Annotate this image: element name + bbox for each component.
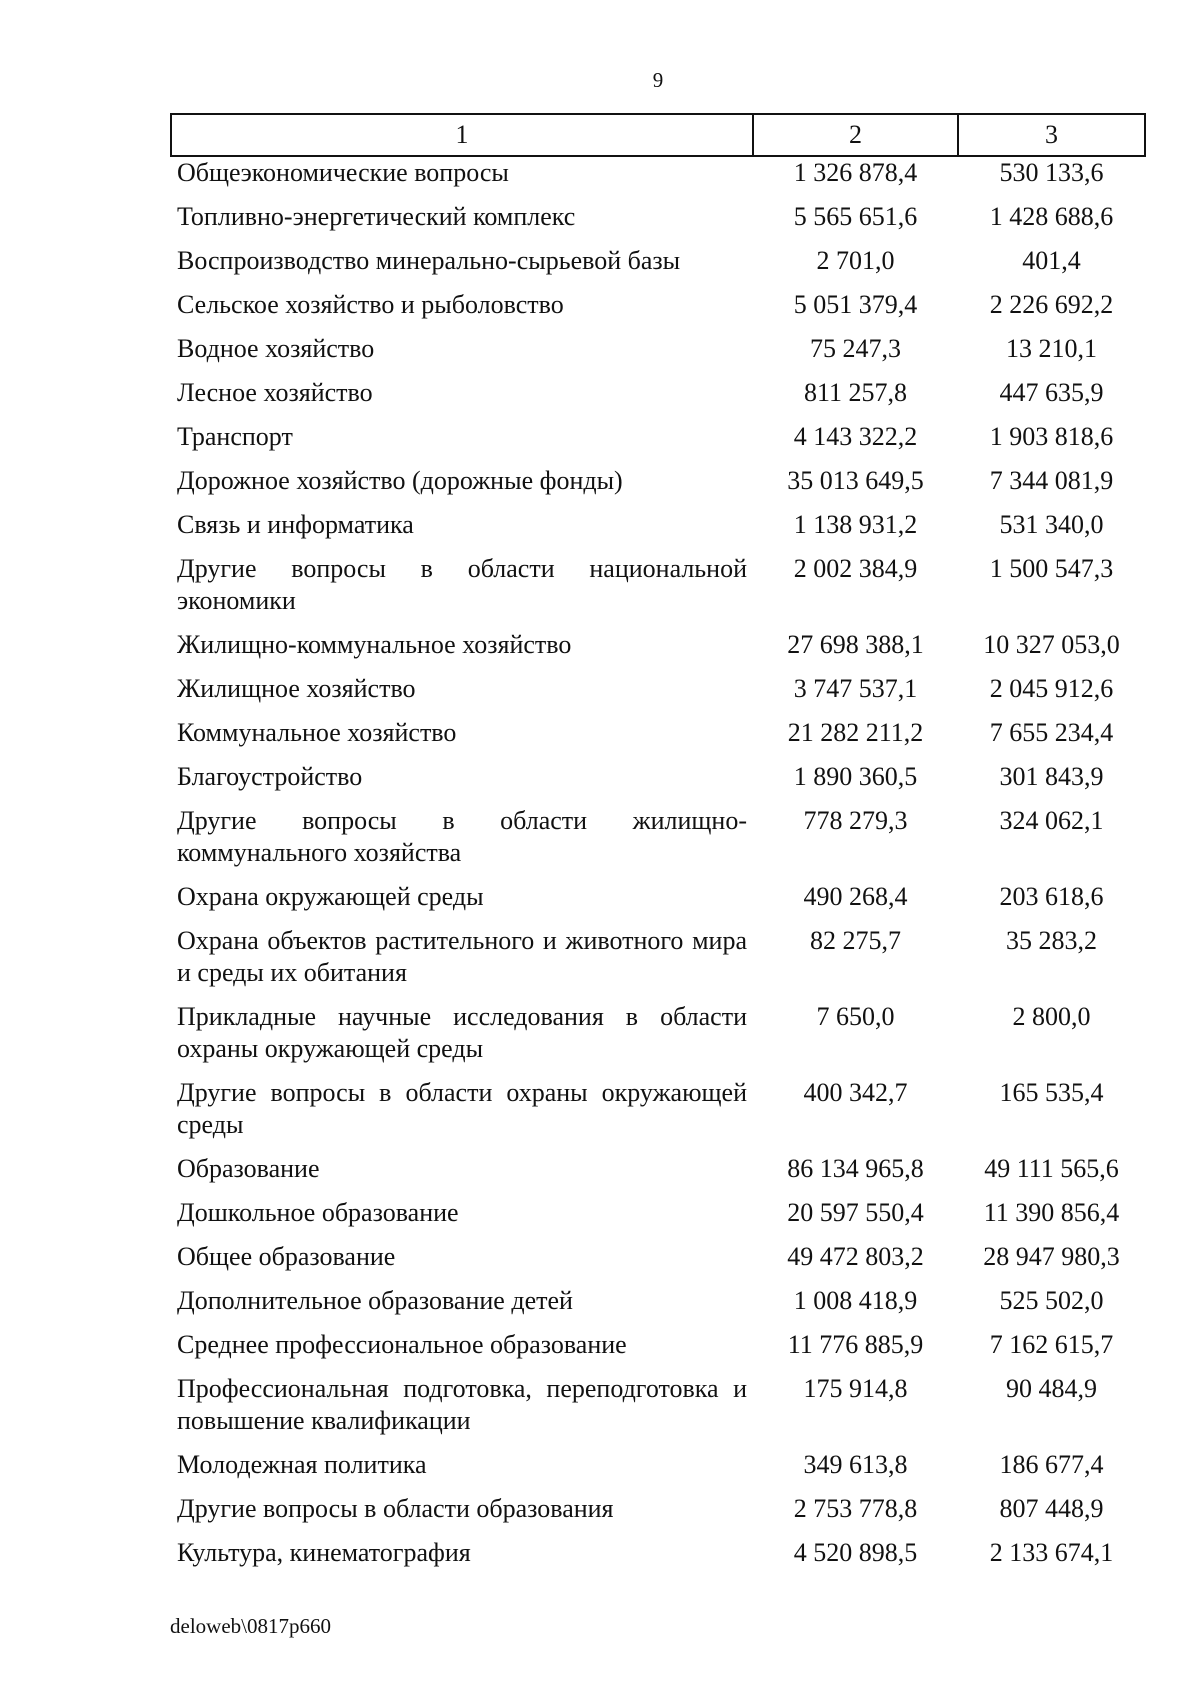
row-value-col2: 7 650,0	[816, 1002, 895, 1031]
row-value-col2: 3 747 537,1	[793, 674, 918, 703]
row-value-col2: 778 279,3	[803, 806, 908, 835]
row-value-col2: 349 613,8	[803, 1450, 908, 1479]
table-row	[171, 289, 1145, 333]
row-value-col2: 4 520 898,5	[793, 1538, 918, 1567]
table-row	[171, 1241, 1145, 1285]
table-row	[171, 717, 1145, 761]
row-value-col2: 27 698 388,1	[787, 630, 924, 659]
row-value-col2: 400 342,7	[803, 1078, 908, 1107]
row-value-col3: 165 535,4	[999, 1078, 1104, 1107]
row-value-col2: 2 701,0	[816, 246, 895, 275]
row-value-col2: 2 753 778,8	[793, 1494, 918, 1523]
row-value-col3: 447 635,9	[999, 378, 1104, 407]
table-row	[171, 1001, 1145, 1077]
row-value-col2: 811 257,8	[803, 378, 908, 407]
row-value-col2: 2 002 384,9	[793, 554, 918, 583]
row-value-col3: 13 210,1	[1006, 334, 1097, 363]
table-row	[171, 881, 1145, 925]
table-row	[171, 1373, 1145, 1449]
table-row	[171, 245, 1145, 289]
row-value-col3: 401,4	[1022, 246, 1081, 275]
row-name: Молодежная политика	[177, 1450, 427, 1479]
row-name: Воспроизводство минерально-сырьевой базы	[177, 246, 681, 275]
row-value-col3: 11 390 856,4	[983, 1198, 1120, 1227]
row-value-col2: 1 138 931,2	[793, 510, 918, 539]
row-value-col3: 7 344 081,9	[989, 466, 1114, 495]
table-row	[171, 805, 1145, 881]
row-value-col3: 49 111 565,6	[984, 1154, 1119, 1183]
row-value-col2: 1 326 878,4	[793, 158, 918, 187]
table-row	[171, 1329, 1145, 1373]
row-name: Лесное хозяйство	[177, 378, 373, 407]
row-name: Другие вопросы в области жилищно-коммунального хозяйства	[177, 806, 747, 867]
row-value-col2: 49 472 803,2	[787, 1242, 924, 1271]
row-value-col2: 82 275,7	[810, 926, 901, 955]
table-row	[171, 1449, 1145, 1493]
row-value-col3: 28 947 980,3	[983, 1242, 1120, 1271]
table-row	[171, 421, 1145, 465]
row-value-col2: 21 282 211,2	[787, 718, 924, 747]
table-row	[171, 156, 1145, 201]
row-value-col2: 86 134 965,8	[787, 1154, 924, 1183]
table-row	[171, 1493, 1145, 1537]
row-name: Прикладные научные исследования в области охраны окружающей среды	[177, 1002, 747, 1063]
table-row	[171, 465, 1145, 509]
row-name: Другие вопросы в области образования	[177, 1494, 614, 1523]
table-row	[171, 1285, 1145, 1329]
row-name: Среднее профессиональное образование	[177, 1330, 627, 1359]
table-row	[171, 673, 1145, 717]
document-code: deloweb\0817p660	[170, 1614, 331, 1638]
table-row	[171, 629, 1145, 673]
row-value-col3: 90 484,9	[1006, 1374, 1097, 1403]
header-col-1: 1	[171, 114, 753, 156]
row-name: Культура, кинематография	[177, 1538, 471, 1567]
row-name: Коммунальное хозяйство	[177, 718, 457, 747]
row-name: Профессиональная подготовка, переподготовка и повышение квалификации	[177, 1374, 747, 1435]
table-row	[171, 377, 1145, 421]
row-name: Образование	[177, 1154, 320, 1183]
row-value-col2: 490 268,4	[803, 882, 908, 911]
table-row	[171, 333, 1145, 377]
row-value-col2: 20 597 550,4	[787, 1198, 924, 1227]
row-value-col2: 1 008 418,9	[793, 1286, 918, 1315]
row-value-col3: 324 062,1	[999, 806, 1104, 835]
table-row	[171, 1153, 1145, 1197]
table-header-row	[171, 114, 1145, 156]
row-value-col3: 807 448,9	[999, 1494, 1104, 1523]
row-value-col3: 7 162 615,7	[989, 1330, 1114, 1359]
row-name: Жилищное хозяйство	[177, 674, 416, 703]
row-name: Топливно-энергетический комплекс	[177, 202, 576, 231]
row-name: Дорожное хозяйство (дорожные фонды)	[177, 466, 623, 495]
row-value-col3: 301 843,9	[999, 762, 1104, 791]
table-row	[171, 201, 1145, 245]
table-row	[171, 553, 1145, 629]
row-value-col3: 186 677,4	[999, 1450, 1104, 1479]
table-row	[171, 509, 1145, 553]
row-value-col2: 1 890 360,5	[793, 762, 918, 791]
table-row	[171, 1077, 1145, 1153]
row-name: Благоустройство	[177, 762, 363, 791]
row-value-col3: 2 045 912,6	[989, 674, 1114, 703]
row-value-col2: 11 776 885,9	[787, 1330, 924, 1359]
row-name: Жилищно-коммунальное хозяйство	[177, 630, 572, 659]
row-name: Водное хозяйство	[177, 334, 375, 363]
header-col-2: 2	[753, 114, 958, 156]
row-name: Другие вопросы в области национальной экономики	[177, 554, 747, 615]
row-name: Дополнительное образование детей	[177, 1286, 573, 1315]
page-number: 9	[652, 68, 664, 92]
row-value-col2: 35 013 649,5	[787, 466, 924, 495]
row-value-col2: 5 565 651,6	[793, 202, 918, 231]
row-value-col3: 203 618,6	[999, 882, 1104, 911]
row-value-col3: 35 283,2	[1006, 926, 1097, 955]
row-value-col3: 525 502,0	[999, 1286, 1104, 1315]
row-name: Связь и информатика	[177, 510, 414, 539]
row-value-col3: 7 655 234,4	[989, 718, 1114, 747]
row-name: Общеэкономические вопросы	[177, 158, 509, 187]
row-value-col2: 175 914,8	[803, 1374, 908, 1403]
row-name: Охрана окружающей среды	[177, 882, 484, 911]
row-value-col3: 2 226 692,2	[989, 290, 1114, 319]
row-value-col2: 75 247,3	[810, 334, 901, 363]
header-col-3: 3	[958, 114, 1145, 156]
row-value-col3: 1 428 688,6	[989, 202, 1114, 231]
row-value-col3: 531 340,0	[999, 510, 1104, 539]
table-row	[171, 925, 1145, 1001]
row-value-col3: 2 133 674,1	[989, 1538, 1114, 1567]
row-value-col3: 530 133,6	[999, 158, 1104, 187]
row-value-col2: 4 143 322,2	[793, 422, 918, 451]
row-name: Транспорт	[177, 422, 293, 451]
row-name: Другие вопросы в области охраны окружающей среды	[177, 1078, 747, 1139]
row-name: Охрана объектов растительного и животного мира и среды их обитания	[177, 926, 747, 987]
row-value-col2: 5 051 379,4	[793, 290, 918, 319]
table-row	[171, 1197, 1145, 1241]
table-row	[171, 761, 1145, 805]
row-name: Общее образование	[177, 1242, 396, 1271]
row-value-col3: 1 903 818,6	[989, 422, 1114, 451]
row-name: Дошкольное образование	[177, 1198, 459, 1227]
row-value-col3: 1 500 547,3	[989, 554, 1114, 583]
row-value-col3: 10 327 053,0	[983, 630, 1120, 659]
budget-table	[170, 113, 1146, 1581]
table-row	[171, 1537, 1145, 1581]
row-value-col3: 2 800,0	[1012, 1002, 1091, 1031]
row-name: Сельское хозяйство и рыболовство	[177, 290, 564, 319]
